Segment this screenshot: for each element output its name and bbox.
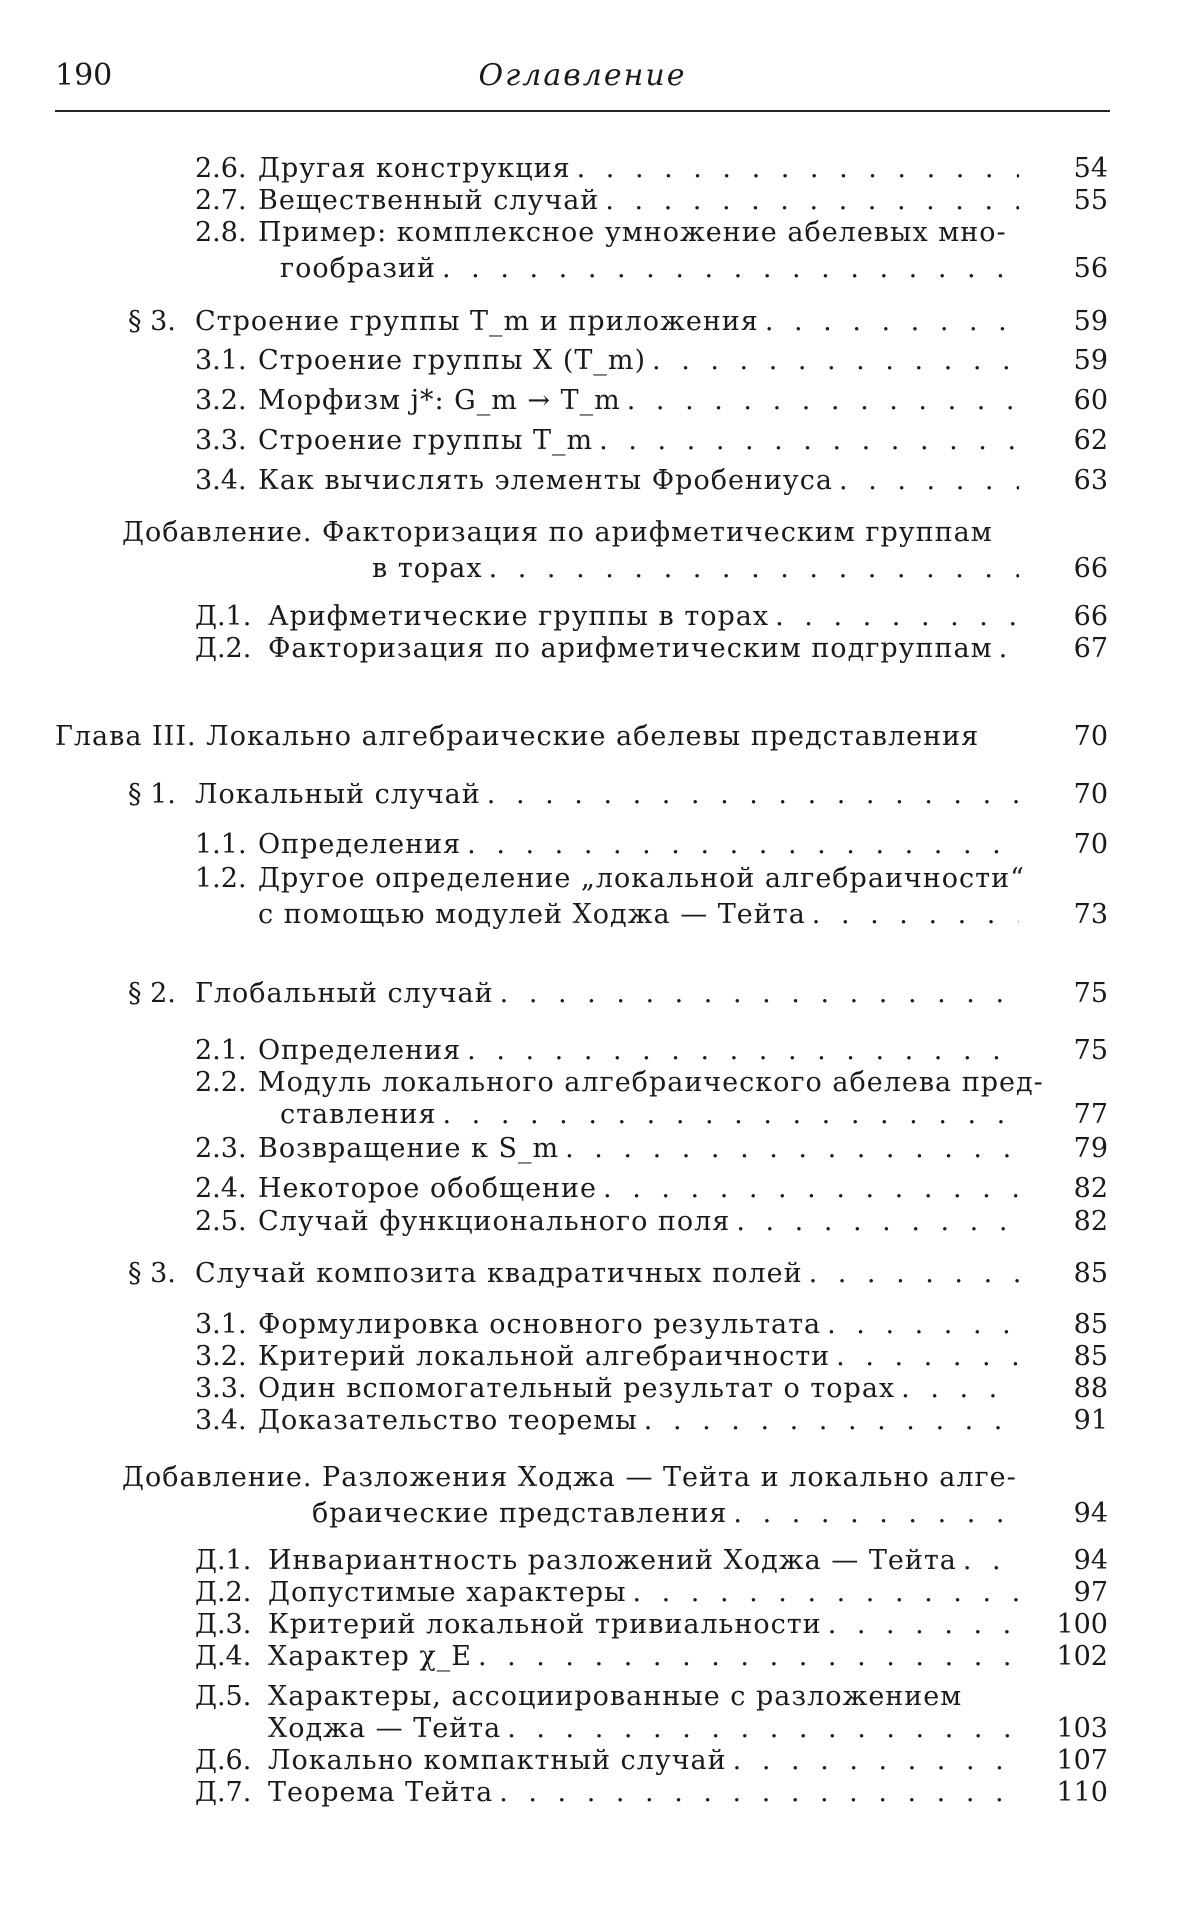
toc-entry-line <box>258 424 1025 457</box>
toc-entry-page: 66 <box>1073 553 1108 584</box>
toc-entry-number: 2.8. <box>195 217 247 248</box>
toc-entry-page: 56 <box>1073 253 1108 284</box>
leader-dots <box>487 778 1019 811</box>
toc-entry-number: Д.2. <box>195 1577 252 1608</box>
leader-dots <box>632 1576 1019 1609</box>
toc-entry-line <box>258 184 1025 217</box>
toc-entry-title-cont: в торах <box>372 553 483 584</box>
leader-dots <box>467 1034 1019 1067</box>
toc-entry-number: Д.5. <box>195 1681 252 1712</box>
toc-entry-number: Д.1. <box>195 1545 252 1576</box>
toc-entry-page: 70 <box>1073 829 1108 860</box>
toc-entry-line <box>268 1712 1025 1745</box>
toc-entry-line <box>312 1497 1025 1530</box>
toc-entry-title: Модуль локального алгебраического абелева пред- <box>258 1067 1044 1098</box>
toc-entry-title: Возвращение к S_m <box>258 1133 560 1164</box>
toc-entry-line <box>258 1132 1025 1165</box>
toc-entry-number: 3.3. <box>195 1373 247 1404</box>
toc-entry-number: Д.7. <box>195 1777 252 1808</box>
toc-entry-title-cont: с помощью модулей Ходжа — Тейта <box>258 899 806 930</box>
toc-entry-line <box>268 1680 1025 1713</box>
leader-dots <box>809 1257 1019 1290</box>
leader-dots <box>577 152 1019 185</box>
toc-entry-page: 62 <box>1073 425 1108 456</box>
toc-entry-line <box>258 1066 1044 1099</box>
toc-entry-page: 67 <box>1073 633 1108 664</box>
leader-dots <box>839 464 1019 497</box>
toc-entry-page: 85 <box>1073 1309 1108 1340</box>
toc-entry-number: § 1. <box>128 779 176 810</box>
toc-entry-line <box>258 1308 1025 1341</box>
toc-entry-title: Пример: комплексное умножение абелевых мно- <box>258 217 1007 248</box>
toc-entry-number: 1.1. <box>195 829 247 860</box>
running-title: Оглавление <box>478 58 687 93</box>
toc-entry-line <box>268 1544 1025 1577</box>
toc-entry-line <box>372 552 1025 585</box>
leader-dots <box>999 632 1019 665</box>
leader-dots <box>442 252 1019 285</box>
toc-entry-page: 94 <box>1073 1545 1108 1576</box>
toc-entry-title: Добавление. Разложения Ходжа — Тейта и локально алге- <box>122 1462 1017 1493</box>
toc-entry-page: 55 <box>1073 185 1108 216</box>
toc-entry-title: Критерий локальной алгебраичности <box>258 1341 831 1372</box>
toc-entry-page: 88 <box>1073 1373 1108 1404</box>
toc-entry-line <box>258 1372 1025 1405</box>
toc-entry-number: Д.4. <box>195 1641 252 1672</box>
toc-entry-page: 103 <box>1056 1713 1108 1744</box>
toc-entry-title: Теорема Тейта <box>268 1777 494 1808</box>
leader-dots <box>736 1205 1019 1238</box>
toc-entry-line <box>195 305 1025 338</box>
toc-entry-number: 2.4. <box>195 1173 247 1204</box>
toc-entry-line <box>258 216 1025 249</box>
toc-entry-line <box>258 344 1025 377</box>
toc-entry-line <box>122 1461 1025 1494</box>
toc-entry-page: 107 <box>1056 1745 1108 1776</box>
toc-entry-line <box>268 632 1025 665</box>
toc-entry-line <box>268 1744 1025 1777</box>
toc-entry-title: Арифметические группы в торах <box>268 601 770 632</box>
toc-entry-number: 3.2. <box>195 385 247 416</box>
leader-dots <box>478 1640 1019 1673</box>
toc-entry-page: 102 <box>1056 1641 1108 1672</box>
toc-entry-number: 2.7. <box>195 185 247 216</box>
toc-entry-number: § 3. <box>128 1258 176 1289</box>
toc-entry-page: 100 <box>1056 1609 1108 1640</box>
toc-entry-page: 77 <box>1073 1099 1108 1130</box>
toc-entry-title: Строение группы T_m <box>258 425 594 456</box>
leader-dots <box>443 1098 1019 1131</box>
toc-entry-line <box>280 1098 1025 1131</box>
leader-dots <box>828 1608 1019 1641</box>
toc-entry-line <box>258 152 1025 185</box>
toc-entry-line <box>258 1404 1025 1437</box>
toc-entry-line <box>268 1608 1025 1641</box>
leader-dots <box>775 600 1019 633</box>
toc-entry-page: 73 <box>1073 899 1108 930</box>
toc-entry-title: Добавление. Факторизация по арифметическим группам <box>122 517 993 548</box>
toc-entry-page: 94 <box>1073 1498 1108 1529</box>
toc-entry-line <box>268 1776 1025 1809</box>
toc-entry-title: Морфизм j*: G_m → T_m <box>258 385 621 416</box>
toc-entry-number: 2.3. <box>195 1133 247 1164</box>
toc-entry-title: Глава III. Локально алгебраические абелевы представления <box>55 721 980 752</box>
toc-entry-title-cont: Ходжа — Тейта <box>268 1713 502 1744</box>
toc-entry-line <box>268 1576 1025 1609</box>
leader-dots <box>627 384 1019 417</box>
toc-entry-title: Характеры, ассоциированные с разложением <box>268 1681 963 1712</box>
toc-entry-title-cont: ставления <box>280 1099 437 1130</box>
toc-entry-line <box>258 1034 1025 1067</box>
toc-entry-page: 60 <box>1073 385 1108 416</box>
toc-entry-number: 2.1. <box>195 1035 247 1066</box>
toc-entry-line <box>258 464 1025 497</box>
toc-entry-line <box>258 1205 1025 1238</box>
toc-entry-page: 82 <box>1073 1173 1108 1204</box>
toc-entry-number: Д.2. <box>195 633 252 664</box>
toc-entry-page: 97 <box>1073 1577 1108 1608</box>
toc-entry-title-cont: гообразий <box>280 253 437 284</box>
leader-dots <box>605 184 1019 217</box>
leader-dots <box>733 1497 1019 1530</box>
toc-entry-line <box>268 600 1025 633</box>
leader-dots <box>963 1544 1019 1577</box>
toc-entry-title: Доказательство теоремы <box>258 1405 638 1436</box>
toc-entry-line <box>258 384 1025 417</box>
toc-entry-title: Допустимые характеры <box>268 1577 627 1608</box>
toc-entry-title: Локально компактный случай <box>268 1745 727 1776</box>
toc-entry-line <box>122 516 1025 549</box>
toc-entry-page: 85 <box>1073 1258 1108 1289</box>
toc-entry-line <box>195 778 1025 811</box>
toc-entry-line <box>258 1340 1025 1373</box>
toc-entry-number: 2.5. <box>195 1206 247 1237</box>
toc-entry-number: 3.1. <box>195 345 247 376</box>
toc-entry-number: 3.4. <box>195 1405 247 1436</box>
toc-entry-title: Факторизация по арифметическим подгруппам <box>268 633 993 664</box>
toc-entry-title: Как вычислять элементы Фробениуса <box>258 465 834 496</box>
leader-dots <box>599 424 1019 457</box>
toc-entry-title: Локальный случай <box>195 779 481 810</box>
toc-entry-line <box>280 252 1025 285</box>
toc-entry-page: 59 <box>1073 345 1108 376</box>
toc-entry-title: Другое определение „локальной алгебраичности“ <box>258 863 1025 894</box>
toc-entry-page: 70 <box>1073 779 1108 810</box>
toc-entry-number: Д.3. <box>195 1609 252 1640</box>
toc-entry-number: 3.1. <box>195 1309 247 1340</box>
toc-entry-number: § 2. <box>128 978 176 1009</box>
leader-dots <box>644 1404 1019 1437</box>
toc-entry-page: 54 <box>1073 153 1108 184</box>
toc-entry-title: Вещественный случай <box>258 185 600 216</box>
toc-entry-title-cont: браические представления <box>312 1498 728 1529</box>
leader-dots <box>765 305 1019 338</box>
toc-entry-number: § 3. <box>128 306 176 337</box>
leader-dots <box>507 1712 1019 1745</box>
toc-entry-line <box>195 1257 1025 1290</box>
toc-entry-line <box>268 1640 1025 1673</box>
toc-entry-number: Д.6. <box>195 1745 252 1776</box>
toc-entry-page: 85 <box>1073 1341 1108 1372</box>
toc-entry-page: 75 <box>1073 978 1108 1009</box>
toc-entry-line <box>258 1172 1025 1205</box>
leader-dots <box>836 1340 1019 1373</box>
toc-entry-title: Определения <box>258 829 462 860</box>
toc-entry-title: Глобальный случай <box>195 978 494 1009</box>
toc-entry-line <box>195 977 1025 1010</box>
toc-entry-title: Определения <box>258 1035 462 1066</box>
toc-entry-title: Строение группы X (T_m) <box>258 345 647 376</box>
toc-entry-title: Один вспомогательный результат о торах <box>258 1373 896 1404</box>
leader-dots <box>489 552 1019 585</box>
leader-dots <box>812 898 1019 931</box>
toc-entry-line <box>258 898 1025 931</box>
leader-dots <box>733 1744 1019 1777</box>
leader-dots <box>603 1172 1019 1205</box>
toc-entry-page: 75 <box>1073 1035 1108 1066</box>
toc-entry-title: Формулировка основного результата <box>258 1309 822 1340</box>
toc-entry-title: Случай композита квадратичных полей <box>195 1258 803 1289</box>
toc-entry-number: Д.1. <box>195 601 252 632</box>
toc-entry-title: Критерий локальной тривиальности <box>268 1609 822 1640</box>
toc-entry-page: 59 <box>1073 306 1108 337</box>
toc-entry-page: 82 <box>1073 1206 1108 1237</box>
toc-entry-page: 63 <box>1073 465 1108 496</box>
toc-entry-number: 2.2. <box>195 1067 247 1098</box>
toc-entry-line <box>258 862 1025 895</box>
leader-dots <box>467 828 1019 861</box>
toc-entry-page: 110 <box>1056 1777 1108 1808</box>
toc-entry-number: 3.2. <box>195 1341 247 1372</box>
leader-dots <box>652 344 1019 377</box>
leader-dots <box>565 1132 1019 1165</box>
toc-entry-number: 2.6. <box>195 153 247 184</box>
page-number: 190 <box>55 58 113 93</box>
toc-entry-number: 3.3. <box>195 425 247 456</box>
toc-entry-title: Случай функционального поля <box>258 1206 731 1237</box>
toc-entry-title: Другая конструкция <box>258 153 571 184</box>
toc-entry-title: Характер χ_E <box>268 1641 472 1672</box>
leader-dots <box>500 977 1019 1010</box>
toc-entry-page: 91 <box>1073 1405 1108 1436</box>
leader-dots <box>499 1776 1019 1809</box>
toc-entry-line <box>258 828 1025 861</box>
toc-entry-number: 3.4. <box>195 465 247 496</box>
toc-entry-page: 70 <box>1073 721 1108 752</box>
leader-dots <box>901 1372 1019 1405</box>
toc-entry-title: Инвариантность разложений Ходжа — Тейта <box>268 1545 957 1576</box>
toc-entry-page: 79 <box>1073 1133 1108 1164</box>
toc-entry-title: Строение группы T_m и приложения <box>195 306 759 337</box>
leader-dots <box>827 1308 1019 1341</box>
toc-entry-page: 66 <box>1073 601 1108 632</box>
toc-entry-title: Некоторое обобщение <box>258 1173 598 1204</box>
toc-entry-number: 1.2. <box>195 863 247 894</box>
